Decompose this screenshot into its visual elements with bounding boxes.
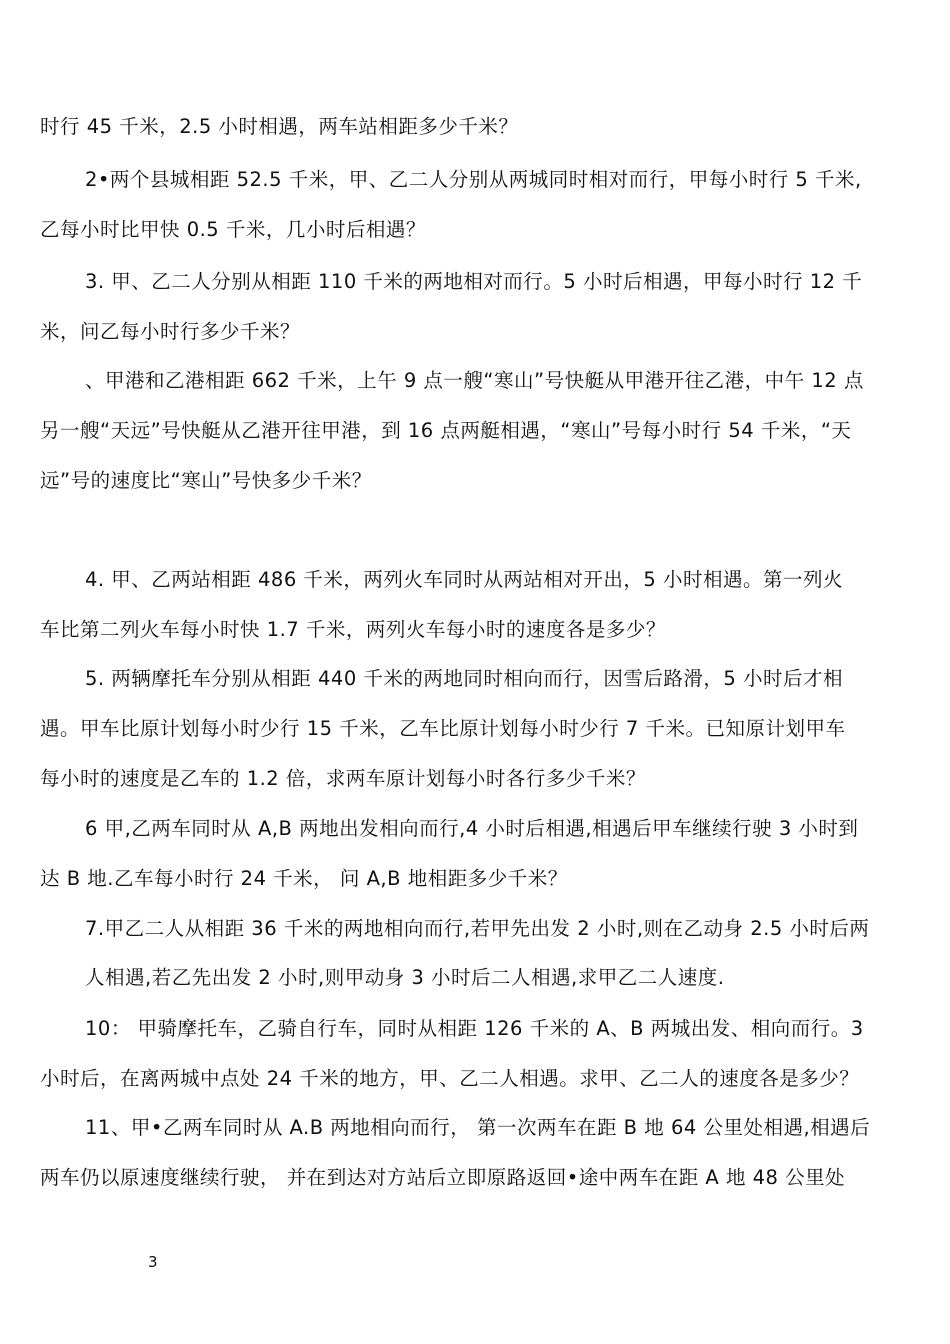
text-line: 3. 甲、乙二人分别从相距 110 千米的两地相对而行。5 小时后相遇，甲每小时行 12 千 — [85, 270, 863, 293]
text-line: 遇。甲车比原计划每小时少行 15 千米，乙车比原计划每小时少行 7 千米。已知原计划甲车 — [40, 717, 846, 740]
page-number: 3 — [148, 1253, 158, 1271]
text-line: 远”号的速度比“寒山”号快多少千米？ — [40, 469, 372, 492]
text-line: 4. 甲、乙两站相距 486 千米，两列火车同时从两站相对开出，5 小时相遇。第一列火 — [85, 568, 844, 591]
text-line: 5. 两辆摩托车分别从相距 440 千米的两地同时相向而行，因雪后路滑，5 小时后才相 — [85, 667, 844, 690]
text-line: 7.甲乙二人从相距 36 千米的两地相向而行,若甲先出发 2 小时,则在乙动身 2.5 小时后两 — [85, 917, 870, 940]
text-line: 人相遇,若乙先出发 2 小时,则甲动身 3 小时后二人相遇,求甲乙二人速度. — [85, 966, 725, 989]
text-line: 达 B 地.乙车每小时行 24 千米， 问 A,B 地相距多少千米？ — [40, 867, 568, 890]
text-line: 时行 45 千米，2.5 小时相遇，两车站相距多少千米？ — [40, 115, 519, 138]
text-line: 、甲港和乙港相距 662 千米，上午 9 点一艘“寒山”号快艇从甲港开往乙港，中午 12 点 — [85, 369, 864, 392]
text-line: 乙每小时比甲快 0.5 千米，几小时后相遇？ — [40, 218, 426, 241]
text-line: 小时后，在离两城中点处 24 千米的地方，甲、乙二人相遇。求甲、乙二人的速度各是多少？ — [40, 1067, 860, 1090]
text-line: 两车仍以原速度继续行驶， 并在到达对方站后立即原路返回•途中两车在距 A 地 48 公里处 — [40, 1166, 846, 1189]
text-line: 11、甲•乙两车同时从 A.B 两地相向而行， 第一次两车在距 B 地 64 公里处相遇,相遇后 — [85, 1116, 871, 1139]
text-line: 2•两个县城相距 52.5 千米，甲、乙二人分别从两城同时相对而行，甲每小时行 5 千米, — [85, 168, 862, 191]
text-line: 10： 甲骑摩托车，乙骑自行车，同时从相距 126 千米的 A、B 两城出发、相向而行。3 — [85, 1017, 864, 1040]
text-line: 每小时的速度是乙车的 1.2 倍，求两车原计划每小时各行多少千米？ — [40, 767, 646, 790]
text-line: 米，问乙每小时行多少千米？ — [40, 320, 301, 343]
text-line: 车比第二列火车每小时快 1.7 千米，两列火车每小时的速度各是多少？ — [40, 618, 666, 641]
text-line: 6 甲,乙两车同时从 A,B 两地出发相向而行,4 小时后相遇,相遇后甲车继续行驶 3 小时到 — [85, 817, 859, 840]
text-line: 另一艘“天远”号快艇从乙港开往甲港，到 16 点两艇相遇，“寒山”号每小时行 54 千米，“天 — [40, 419, 852, 442]
